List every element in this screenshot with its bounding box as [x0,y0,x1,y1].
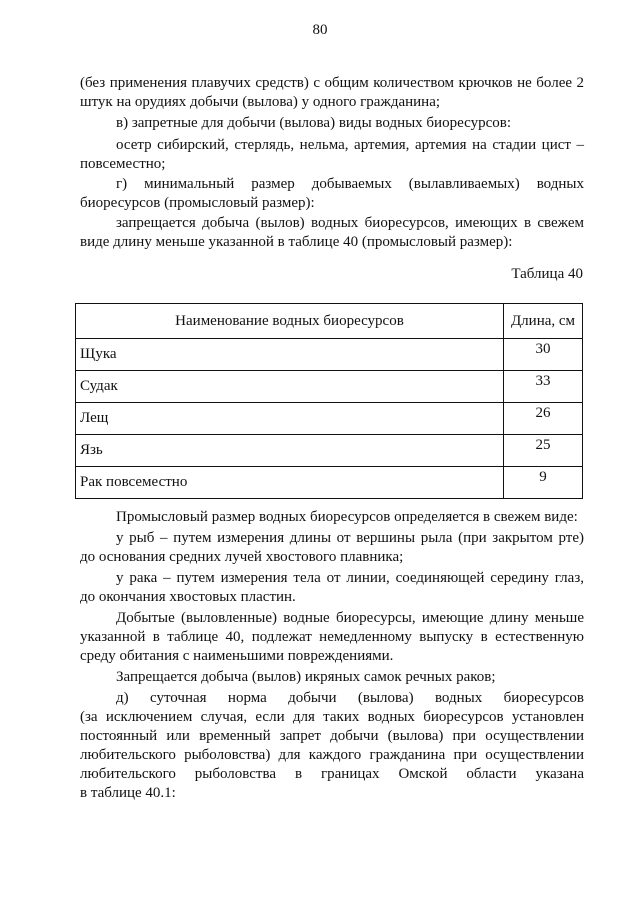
table-row [76,403,583,435]
page-number: 80 [312,22,328,38]
table-row [76,467,583,499]
item-v-line-2: повсеместно; [80,156,166,172]
release-line-2: указанной в таблице 40, подлежат немедленному выпуску в естественную [80,629,584,645]
row-length: 33 [504,371,583,403]
crayfish-measure-line-1: у рака – путем измерения тела от линии, соединяющей середину глаз, [116,570,584,586]
fish-measure-line-1: у рыб – путем измерения длины от вершины рыла (при закрытом рте) [116,530,584,546]
row-length: 30 [504,339,583,371]
fish-measure-line-2: до основания средних лучей хвостового плавника; [80,549,404,565]
size-definition-line: Промысловый размер водных биоресурсов определяется в свежем виде: [116,509,578,525]
release-line-3: среду обитания с наименьшими повреждениями. [80,648,394,664]
crayfish-measure-line-2: до окончания хвостовых пластин. [80,589,296,605]
item-d-line-4: любительского рыболовства) для каждого гражданина при осуществлении [80,747,584,763]
item-v-heading: в) запретные для добычи (вылова) виды водных биоресурсов: [116,115,511,131]
row-name: Рак повсеместно [76,467,504,499]
item-g-line-1: г) минимальный размер добываемых (вылавливаемых) водных [116,176,584,192]
table-row [76,435,583,467]
item-g-line-2: биоресурсов (промысловый размер): [80,195,315,211]
row-name: Щука [76,339,504,371]
table-caption: Таблица 40 [511,266,583,282]
row-length: 26 [504,403,583,435]
row-name: Язь [76,435,504,467]
item-g-line-4: виде длину меньше указанной в таблице 40 (промысловый размер): [80,234,513,250]
header-length: Длина, см [504,304,583,339]
table-row [76,371,583,403]
intro-line-2: штук на орудиях добычи (вылова) у одного гражданина; [80,94,441,110]
table-header-row [76,304,583,339]
item-v-line-1: осетр сибирский, стерлядь, нельма, артемия, артемия на стадии цист – [116,137,584,153]
item-d-line-6: в таблице 40.1: [80,785,176,801]
row-name: Судак [76,371,504,403]
row-name: Лещ [76,403,504,435]
row-length: 25 [504,435,583,467]
item-d-line-3: постоянный или временный запрет добычи (вылова) при осуществлении [80,728,584,744]
release-line-1: Добытые (выловленные) водные биоресурсы, имеющие длину меньше [116,610,584,626]
table-row [76,339,583,371]
item-d-line-2: (за исключением случая, если для таких водных биоресурсов установлен [80,709,584,725]
header-name: Наименование водных биоресурсов [76,304,504,339]
item-d-line-1: д) суточная норма добычи (вылова) водных биоресурсов [116,690,584,706]
ban-female-crayfish: Запрещается добыча (вылов) икряных самок речных раков; [116,669,496,685]
row-length: 9 [504,467,583,499]
intro-line-1: (без применения плавучих средств) с общим количеством крючков не более 2 [80,75,584,91]
biores-length-table [75,303,583,499]
item-g-line-3: запрещается добыча (вылов) водных биоресурсов, имеющих в свежем [116,215,584,231]
item-d-line-5: любительского рыболовства в границах Омской области указана [80,766,584,782]
